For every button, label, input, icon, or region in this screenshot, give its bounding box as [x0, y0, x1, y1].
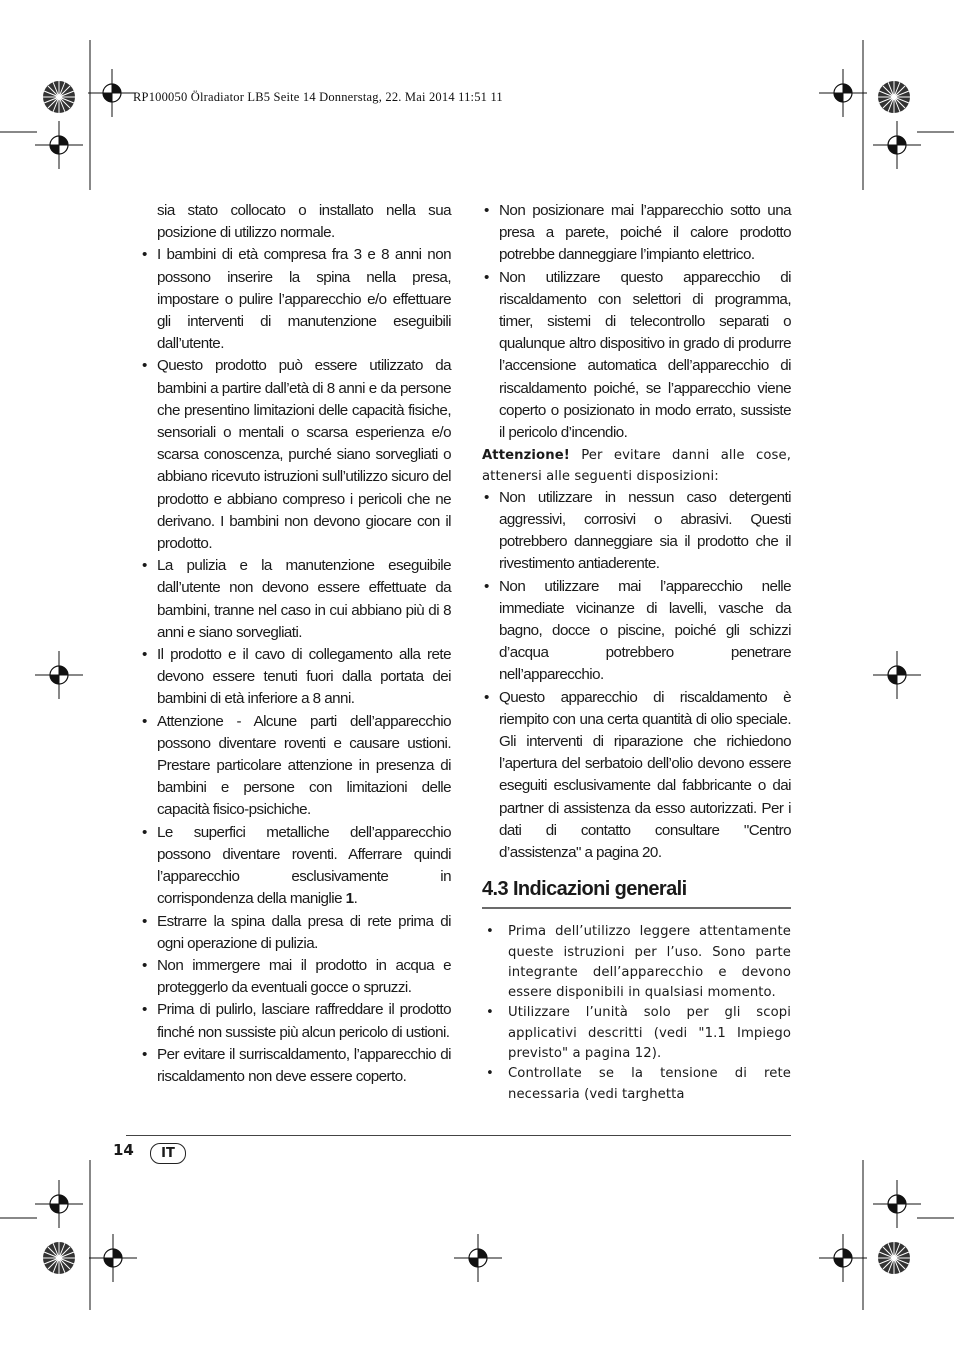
list-item: • Prima di pulirlo, lasciare raffreddare il prodotto finché non sussiste più alcun pericolo di ustioni.	[140, 999, 451, 1043]
registration-star-icon	[43, 1242, 75, 1274]
list-item	[140, 822, 451, 911]
list-item: • Questo prodotto può essere utilizzato da bambini a partire dall’età di 8 anni e da persone che presentino limitazioni delle capacità fisiche, sensoriali o mentali o scarsa esperienza e/o scarsa conoscenza, purché siano sorvegliati o abbiano ricevuto istruzioni sull’utilizzo sicuro del prodotto e abbiano compreso i pericoli che ne derivano. I bambini non devono giocare con il prodotto.	[140, 355, 451, 555]
print-info-header: RP100050 Ölradiator LB5 Seite 14 Donnerstag, 22. Mai 2014 11:51 11	[133, 90, 503, 104]
footer-divider	[126, 1135, 791, 1136]
crosshair-target-icon	[873, 121, 921, 169]
list-item-text: Le superfici metalliche dell’apparecchio possono diventare roventi. Afferrare quindi l’apparecchio esclusivamente in corrispondenza della maniglie	[157, 823, 451, 908]
safety-list	[482, 200, 791, 444]
list-item: • Non utilizzare questo apparecchio di riscaldamento con selettori di programma, timer, sistemi di telecontrollo separati o qualunque altro dispositivo in grado di produrre l’accensione automatica dell’apparecchio di riscaldamento poiché, se l’apparecchio viene coperto o posizionato in modo errato, sussiste il pericolo d’incendio.	[482, 267, 791, 445]
property-damage-list	[482, 487, 791, 864]
crosshair-target-icon	[89, 1234, 137, 1282]
list-item: • Non utilizzare mai l’apparecchio nelle immediate vicinanze di lavelli, vasche da bagno, docce o piscine, poiché gli schizzi d’acqua potrebbero penetrare nell’apparecchio.	[482, 576, 791, 687]
attention-label: Attenzione!	[482, 448, 570, 464]
registration-star-icon	[878, 1242, 910, 1274]
crosshair-target-icon	[873, 1180, 921, 1228]
crosshair-target-icon	[35, 121, 83, 169]
list-item: • Estrarre la spina dalla presa di rete prima di ogni operazione di pulizia.	[140, 911, 451, 955]
continuation-text: sia stato collocato o installato nella sua posizione di utilizzo normale.	[157, 202, 451, 242]
section-title: 4.3 Indicazioni generali	[482, 878, 791, 909]
list-item: • Attenzione - Alcune parti dell’apparecchio possono diventare roventi e causare ustioni. Prestare particolare attenzione in presenza di bambini e persone con limitazioni delle capacità fisico-psichiche.	[140, 711, 451, 822]
list-item: • Il prodotto e il cavo di collegamento alla rete devono essere tenuti fuori dalla portata dei bambini di età inferiore a 8 anni.	[140, 644, 451, 711]
section-heading	[482, 878, 791, 909]
crosshair-target-icon	[35, 1180, 83, 1228]
safety-list	[140, 244, 451, 1088]
list-item: • Utilizzare l’unità solo per gli scopi applicativi descritti (vedi "1.1 Impiego previsto" a pagina 12).	[482, 1003, 791, 1064]
general-list	[482, 922, 791, 1105]
list-item: • Per evitare il surriscaldamento, l’apparecchio di riscaldamento non deve essere coperto.	[140, 1044, 451, 1088]
list-item: • La pulizia e la manutenzione eseguibile dall’utente non devono essere effettuate da bambini, tranne nel caso in cui abbiano più di 8 anni e siano sorvegliati.	[140, 555, 451, 644]
language-badge: IT	[150, 1143, 186, 1164]
registration-star-icon	[43, 81, 75, 113]
list-item: • Controllate se la tensione di rete necessaria (vedi targhetta	[482, 1064, 791, 1105]
handle-reference-suffix: .	[353, 890, 358, 908]
list-item: • Non posizionare mai l’apparecchio sotto una presa a parete, poiché il calore prodotto potrebbe danneggiare l’impianto elettrico.	[482, 200, 791, 267]
handle-reference: 1	[345, 890, 354, 908]
left-column	[140, 200, 451, 1088]
list-item: • Non utilizzare in nessun caso detergenti aggressivi, corrosivi o abrasivi. Questi potrebbero danneggiare sia il prodotto che il rivestimento antiaderente.	[482, 487, 791, 576]
right-column	[482, 200, 791, 1105]
attention-note	[482, 446, 791, 487]
crosshair-target-icon	[454, 1234, 502, 1282]
crosshair-target-icon	[35, 651, 83, 699]
attention-text: Per evitare danni alle cose, attenersi alle seguenti disposizioni:	[482, 448, 791, 484]
crosshair-target-icon	[88, 69, 136, 117]
registration-star-icon	[878, 81, 910, 113]
crosshair-target-icon	[819, 69, 867, 117]
page-number: 14	[113, 1141, 134, 1159]
list-item: • Questo apparecchio di riscaldamento è riempito con una certa quantità di olio speciale. Gli interventi di riparazione che richiedono l’apertura del serbatoio dell’olio devono essere eseguiti esclusivamente dal fabbricante o dai partner di assistenza da esso autorizzati. Per i dati di contatto consultare "Centro d’assistenza" a pagina 20.	[482, 687, 791, 865]
crosshair-target-icon	[819, 1234, 867, 1282]
list-item: • I bambini di età compresa fra 3 e 8 anni non possono inserire la spina nella presa, impostare o pulire l’apparecchio e/o effettuare gli interventi di manutenzione eseguibili dall’utente.	[140, 244, 451, 355]
list-item: • Non immergere mai il prodotto in acqua e proteggerlo da eventuali gocce o spruzzi.	[140, 955, 451, 999]
list-item: • Prima dell’utilizzo leggere attentamente queste istruzioni per l’uso. Sono parte integrante dell’apparecchio e devono essere disponibili in qualsiasi momento.	[482, 922, 791, 1003]
crosshair-target-icon	[873, 651, 921, 699]
